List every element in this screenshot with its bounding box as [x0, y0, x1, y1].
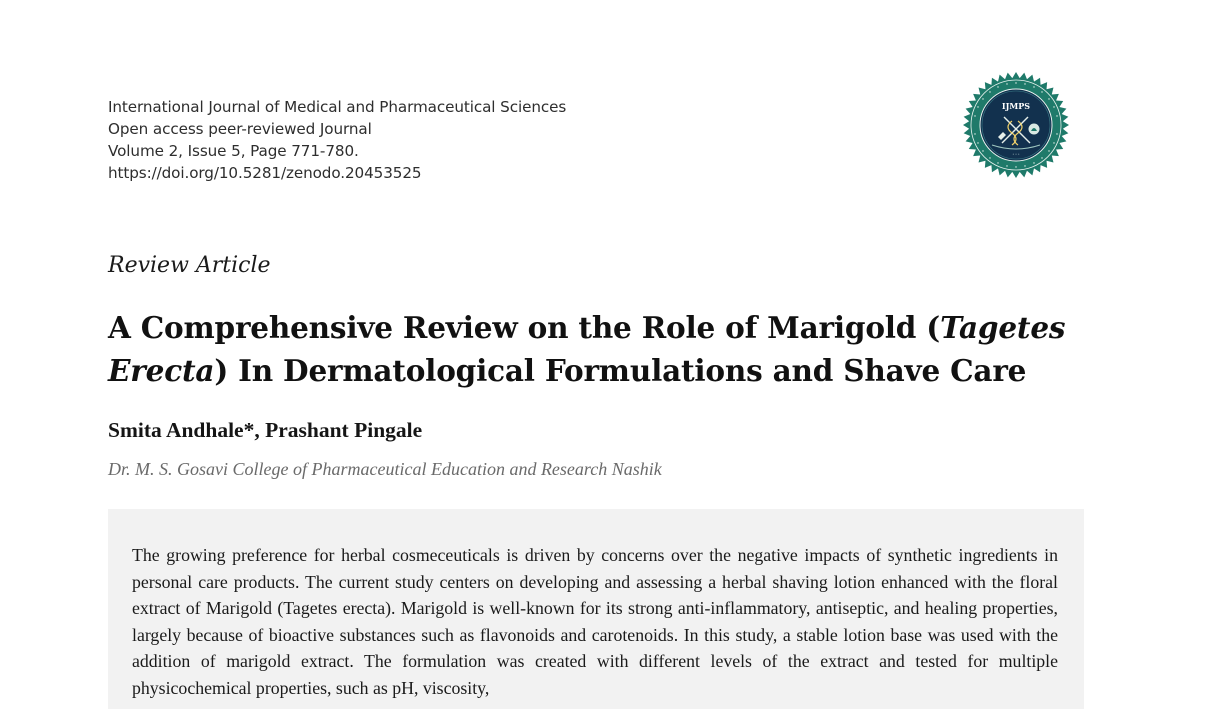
journal-access: Open access peer-reviewed Journal — [108, 120, 372, 138]
authors: Smita Andhale*, Prashant Pingale — [108, 418, 423, 442]
title-italic-species: Tagetes Erecta — [108, 310, 1066, 388]
journal-name: International Journal of Medical and Pharmaceutical Sciences — [108, 98, 567, 116]
article-title — [108, 306, 1098, 392]
journal-seal-logo — [962, 71, 1070, 179]
article-type: Review Article — [108, 253, 271, 278]
title-part-1: A Comprehensive Review on the Role of Marigold ( — [108, 310, 941, 345]
svg-text:• • •: • • • — [1012, 152, 1020, 156]
seal-text: IJMPS — [1001, 101, 1031, 111]
abstract-box — [108, 509, 1084, 709]
journal-volume: Volume 2, Issue 5, Page 771-780. — [108, 142, 359, 160]
affiliation: Dr. M. S. Gosavi College of Pharmaceutical Education and Research Nashik — [108, 459, 662, 479]
abstract-text: The growing preference for herbal cosmeceuticals is driven by concerns over the negative impacts of synthetic ingredients in personal care products. The current study centers on developing and assessing a herbal shaving lotion enhanced with the floral extract of Marigold (Tagetes erecta). Marigold is well-known for its strong anti-inflammatory, antiseptic, and healing properties, largely because of bioactive substances such as flavonoids and carotenoids. In this study, a stable lotion base was used with the addition of marigold extract. The formulation was created with different levels of the extract and tested for multiple physicochemical properties, such as pH, viscosity, — [132, 545, 1058, 698]
journal-info — [108, 96, 566, 184]
title-part-2: ) In Dermatological Formulations and Shave Care — [214, 353, 1027, 388]
journal-doi[interactable]: https://doi.org/10.5281/zenodo.20453525 — [108, 164, 422, 182]
